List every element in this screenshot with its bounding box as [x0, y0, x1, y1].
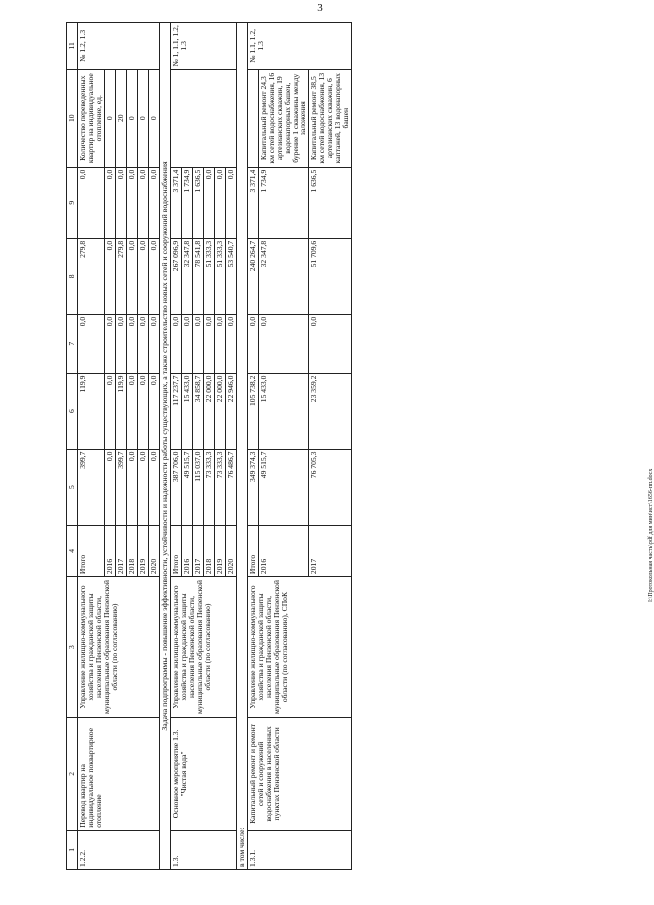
indicator-ref: № 1.1, 1.2, 1.3 — [247, 23, 352, 70]
value-cell: 76 705,3 — [309, 449, 352, 525]
value-cell: 0 — [126, 69, 137, 167]
col-header: 11 — [67, 23, 78, 70]
year-cell: 2019 — [214, 525, 225, 576]
value-cell: 0,0 — [104, 314, 115, 373]
table-row — [170, 23, 181, 870]
value-cell: 0,0 — [77, 167, 104, 238]
value-cell: 15 433,0 — [258, 373, 309, 449]
value-cell: 267 096,9 — [170, 238, 181, 314]
table-row — [77, 23, 104, 870]
value-cell: 22 000,0 — [203, 373, 214, 449]
value-cell: 0,0 — [225, 167, 236, 238]
value-cell: 349 374,3 — [247, 449, 258, 525]
value-cell: 1 734,9 — [258, 167, 309, 238]
col-header: 10 — [67, 69, 78, 167]
value-cell: 0,0 — [148, 314, 159, 373]
col-header: 6 — [67, 373, 78, 449]
value-cell: 0,0 — [181, 314, 192, 373]
value-cell: 0,0 — [225, 314, 236, 373]
value-cell: 3 371,4 — [170, 167, 181, 238]
program-table — [66, 22, 352, 870]
year-cell: 2019 — [137, 525, 148, 576]
year-cell: 2020 — [148, 525, 159, 576]
value-cell: 34 858,7 — [192, 373, 203, 449]
header-row — [67, 23, 78, 870]
table-row — [247, 23, 258, 870]
value-cell: 51 333,3 — [214, 238, 225, 314]
including-row — [236, 23, 247, 870]
col-header: 3 — [67, 577, 78, 718]
value-cell: 0,0 — [137, 238, 148, 314]
value-cell: 0 — [148, 69, 159, 167]
value-cell: 119,9 — [115, 373, 126, 449]
indicator-ref: № 1.2, 1.3 — [77, 23, 159, 70]
year-cell: 2016 — [104, 525, 115, 576]
value-cell: 0,0 — [115, 167, 126, 238]
value-cell: 32 347,8 — [181, 238, 192, 314]
value-cell: 0,0 — [137, 314, 148, 373]
including-label: в том числе: — [236, 23, 247, 870]
value-cell: 0,0 — [137, 373, 148, 449]
row-number: 1.2.2. — [77, 830, 159, 869]
indicator-cell — [170, 69, 236, 167]
value-cell: 399,7 — [77, 449, 104, 525]
value-cell: 0,0 — [148, 449, 159, 525]
value-cell: 0,0 — [148, 238, 159, 314]
value-cell: 0,0 — [214, 167, 225, 238]
value-cell: 1 734,9 — [181, 167, 192, 238]
value-cell: 0,0 — [126, 238, 137, 314]
indicator-text: Капитальный ремонт 24,3 км сетей водоснабжения, 16 артезианских скважин, 19 водонапорных башен, бурение 1 скважины между заложения — [258, 69, 309, 167]
value-cell: 22 946,0 — [225, 373, 236, 449]
value-cell: 0 — [104, 69, 115, 167]
value-cell: 51 709,6 — [309, 238, 352, 314]
value-cell: 119,9 — [77, 373, 104, 449]
rotated-table-sheet — [66, 22, 626, 870]
value-cell: 117 237,7 — [170, 373, 181, 449]
value-cell: 0,0 — [126, 449, 137, 525]
year-cell: 2016 — [181, 525, 192, 576]
year-cell: 2017 — [115, 525, 126, 576]
task-row — [159, 23, 170, 870]
value-cell: 49 515,7 — [181, 449, 192, 525]
activity-name: Капитальный ремонт и ремонт сетей и сооружений водоснабжения в населенных пунктах Пензенской области — [247, 718, 352, 831]
value-cell: 0,0 — [104, 238, 115, 314]
indicator-cell — [247, 69, 258, 167]
value-cell: 1 636,5 — [309, 167, 352, 238]
col-header: 7 — [67, 314, 78, 373]
value-cell: 22 000,0 — [214, 373, 225, 449]
value-cell: 0,0 — [258, 314, 309, 373]
activity-name: Основное мероприятие 1.3. "Чистая вода" — [170, 718, 236, 831]
year-cell: 2020 — [225, 525, 236, 576]
value-cell: 0,0 — [77, 314, 104, 373]
value-cell: 0,0 — [104, 373, 115, 449]
value-cell: 115 037,0 — [192, 449, 203, 525]
value-cell: 0,0 — [203, 314, 214, 373]
value-cell: 0,0 — [137, 167, 148, 238]
value-cell: 0,0 — [115, 314, 126, 373]
year-cell: Итого — [247, 525, 258, 576]
row-number: 1.3.1. — [247, 830, 352, 869]
value-cell: 0,0 — [148, 167, 159, 238]
value-cell: 20 — [115, 69, 126, 167]
value-cell: 49 515,7 — [258, 449, 309, 525]
value-cell: 105 738,2 — [247, 373, 258, 449]
year-cell: 2018 — [203, 525, 214, 576]
value-cell: 0,0 — [104, 167, 115, 238]
value-cell: 0,0 — [192, 314, 203, 373]
value-cell: 0,0 — [126, 314, 137, 373]
executor: Управление жилищно-коммунального хозяйства и гражданской защиты населения Пензенской области, муниципальные образования Пензенской области (по согласованию), СПоК — [247, 577, 352, 718]
value-cell: 0,0 — [247, 314, 258, 373]
col-header: 4 — [67, 525, 78, 576]
value-cell: 0,0 — [126, 167, 137, 238]
value-cell: 0,0 — [104, 449, 115, 525]
page-number: 3 — [317, 2, 323, 14]
col-header: 8 — [67, 238, 78, 314]
value-cell: 23 359,2 — [309, 373, 352, 449]
indicator-head: Количество переведенных квартир на индивидуальное отопление, ед. — [77, 69, 104, 167]
value-cell: 0 — [137, 69, 148, 167]
value-cell: 0,0 — [309, 314, 352, 373]
value-cell: 279,8 — [77, 238, 104, 314]
value-cell: 279,8 — [115, 238, 126, 314]
value-cell: 0,0 — [170, 314, 181, 373]
activity-name: Перевод квартир на индивидуальное поквартирное отопление — [77, 718, 159, 831]
value-cell: 387 706,0 — [170, 449, 181, 525]
row-number: 1.3. — [170, 830, 236, 869]
indicator-ref: № 1, 1.1, 1.2, 1.3 — [170, 23, 236, 70]
year-cell: 2017 — [309, 525, 352, 576]
file-path: I:\Протокольная часть\pdf для мин\ист\1656-пп.docx — [648, 468, 654, 602]
value-cell: 32 347,8 — [258, 238, 309, 314]
value-cell: 399,7 — [115, 449, 126, 525]
value-cell: 51 333,3 — [203, 238, 214, 314]
value-cell: 0,0 — [137, 449, 148, 525]
col-header: 2 — [67, 718, 78, 831]
year-cell: Итого — [77, 525, 104, 576]
value-cell: 0,0 — [214, 314, 225, 373]
value-cell: 73 333,3 — [203, 449, 214, 525]
col-header: 1 — [67, 830, 78, 869]
value-cell: 0,0 — [148, 373, 159, 449]
value-cell: 15 433,0 — [181, 373, 192, 449]
task-text: Задача подпрограммы - повышение эффективности, устойчивости и надежности работы существующих, а также строительство новых сетей и сооружений водоснабжения — [159, 23, 170, 870]
value-cell: 78 541,8 — [192, 238, 203, 314]
indicator-text: Капитальный ремонт 38,5 км сетей водоснабжения, 13 артезианских скважин, 6 каптажей, 13 водонапорных башен — [309, 69, 352, 167]
value-cell: 1 636,5 — [192, 167, 203, 238]
value-cell: 0,0 — [126, 373, 137, 449]
value-cell: 0,0 — [203, 167, 214, 238]
executor: Управление жилищно-коммунального хозяйства и гражданской защиты населения Пензенской области, муниципальные образования Пензенской области (по согласованию) — [170, 577, 236, 718]
value-cell: 73 333,3 — [214, 449, 225, 525]
value-cell: 240 264,7 — [247, 238, 258, 314]
executor: Управление жилищно-коммунального хозяйства и гражданской защиты населения Пензенской области, муниципальные образования Пензенской области (по согласованию) — [77, 577, 159, 718]
year-cell: 2016 — [258, 525, 309, 576]
value-cell: 3 371,4 — [247, 167, 258, 238]
year-cell: 2018 — [126, 525, 137, 576]
year-cell: Итого — [170, 525, 181, 576]
value-cell: 53 540,7 — [225, 238, 236, 314]
col-header: 9 — [67, 167, 78, 238]
year-cell: 2017 — [192, 525, 203, 576]
value-cell: 76 486,7 — [225, 449, 236, 525]
col-header: 5 — [67, 449, 78, 525]
